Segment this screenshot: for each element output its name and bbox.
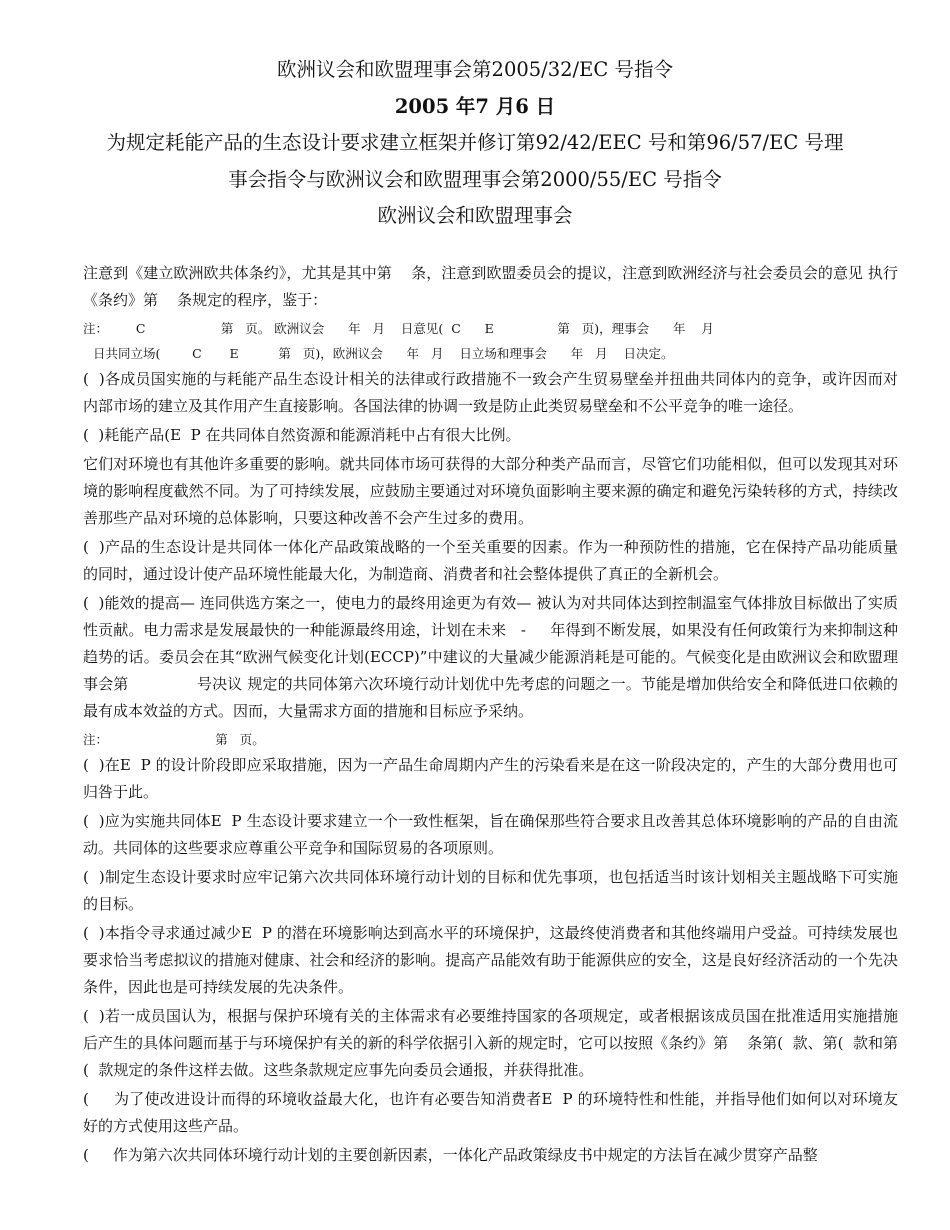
recital-paragraph: ( )若一成员国认为，根据与保护环境有关的主体需求有必要维持国家的各项规定，或者根据该成员国在批准适用实施措施后产生的具体问题而基于与环境保护有关的新的科学依据引入新的规定时，它可以按照《条约》第 条第( 款、第( 款和第( 款规定的条件这样去做。这些条款规定应事先向委员会通报，并获得批准。 xyxy=(83,1007,898,1079)
title-line-4: 事会指令与欧洲议会和欧盟理事会第2000/55/EC 号指令 xyxy=(228,167,722,191)
recital-paragraph: ( )各成员国实施的与耗能产品生态设计相关的法律或行政措施不一致会产生贸易壁垒并扭曲共同体内的竞争，或许因而对内部市场的建立及其作用产生直接影响。各国法律的协调一致是防止此类贸易壁垒和不公平竞争的唯一途径。 xyxy=(83,370,898,415)
recital-paragraph: ( )制定生态设计要求时应牢记第六次共同体环境行动计划的目标和优先事项，也包括适当时该计划相关主题战略下可实施的目标。 xyxy=(83,868,898,913)
recital-paragraph: 它们对环境也有其他许多重要的影响。就共同体市场可获得的大部分种类产品而言，尽管它们功能相似，但可以发现其对环境的影响程度截然不同。为了可持续发展，应鼓励主要通过对环境负面影响主要来源的确定和避免污染转移的方式，持续改善那些产品对环境的总体影响，只要这种改善不会产生过多的费用。 xyxy=(83,455,898,527)
footnote-1-line-2: 日共同立场( C E 第 页)，欧洲议会 年 月 日立场和理事会 年 月 日决定。 xyxy=(93,346,674,361)
title-issuer: 欧洲议会和欧盟理事会 xyxy=(377,204,573,227)
preamble-paragraph: 注意到《建立欧洲欧共体条约》，尤其是其中第 条，注意到欧盟委员会的提议，注意到欧洲经济与社会委员会的意见 执行《条约》第 条规定的程序，鉴于： xyxy=(83,264,898,309)
recital-paragraph: ( )在E P 的设计阶段即应采取措施，因为一产品生命周期内产生的污染看来是在这一阶段决定的，产生的大部分费用也可归咎于此。 xyxy=(83,756,898,801)
title-line-3: 为规定耗能产品的生态设计要求建立框架并修订第92/42/EEC 号和第96/57/EC 号理 xyxy=(106,131,844,154)
footnote-1-line-1: 注： C 第 页。 欧洲议会 年 月 日意见( C E 第 页)，理事会 年 月 xyxy=(83,321,714,336)
recital-paragraph: ( 为了使改进设计而得的环境收益最大化，也许有必要告知消费者E P 的环境特性和性能，并指导他们如何以对环境友好的方式使用这些产品。 xyxy=(83,1090,898,1135)
footnote-2: 注： 第 页。 xyxy=(83,732,265,747)
title-line-1: 欧洲议会和欧盟理事会第2005/32/EC 号指令 xyxy=(277,58,673,81)
title-date: 2005 年7 月6 日 xyxy=(394,94,556,118)
recital-paragraph: ( )能效的提高— 连同供选方案之一，使电力的最终用途更为有效— 被认为对共同体达到控制温室气体排放目标做出了实质性贡献。电力需求是发展最快的一种能源最终用途，计划在未来 - 年得到不断发展，如果没有任何政策行为来抑制这种趋势的话。委员会在其“欧洲气候变化计划(ECCP)”中建议的大量减少能源消耗是可能的。气候变化是由欧洲议会和欧盟理事会第 号决议 规定的共同体第六次环境行动计划优中先考虑的问题之一。节能是增加供给安全和降低进口依赖的最有成本效益的方式。因而，大量需求方面的措施和目标应予采纳。 xyxy=(83,594,898,720)
recital-paragraph: ( )本指令寻求通过减少E P 的潜在环境影响达到高水平的环境保护，这最终使消费者和其他终端用户受益。可持续发展也要求恰当考虑拟议的措施对健康、社会和经济的影响。提高产品能效有助于能源供应的安全，这是良好经济活动的一个先决条件，因此也是可持续发展的先决条件。 xyxy=(83,924,898,996)
document-title-block xyxy=(40,52,910,235)
document-body xyxy=(83,260,898,1171)
recital-paragraph: ( )产品的生态设计是共同体一体化产品政策战略的一个至关重要的因素。作为一种预防性的措施，它在保持产品功能质量的同时，通过设计使产品环境性能最大化，为制造商、消费者和社会整体提供了真正的全新机会。 xyxy=(83,538,898,583)
recital-paragraph: ( )应为实施共同体E P 生态设计要求建立一个一致性框架，旨在确保那些符合要求且改善其总体环境影响的产品的自由流动。共同体的这些要求应尊重公平竞争和国际贸易的各项原则。 xyxy=(83,812,898,857)
recital-paragraph: ( )耗能产品(E P 在共同体自然资源和能源消耗中占有很大比例。 xyxy=(83,426,521,444)
recital-paragraph: ( 作为第六次共同体环境行动计划的主要创新因素，一体化产品政策绿皮书中规定的方法旨在减少贯穿产品整 xyxy=(83,1146,818,1164)
